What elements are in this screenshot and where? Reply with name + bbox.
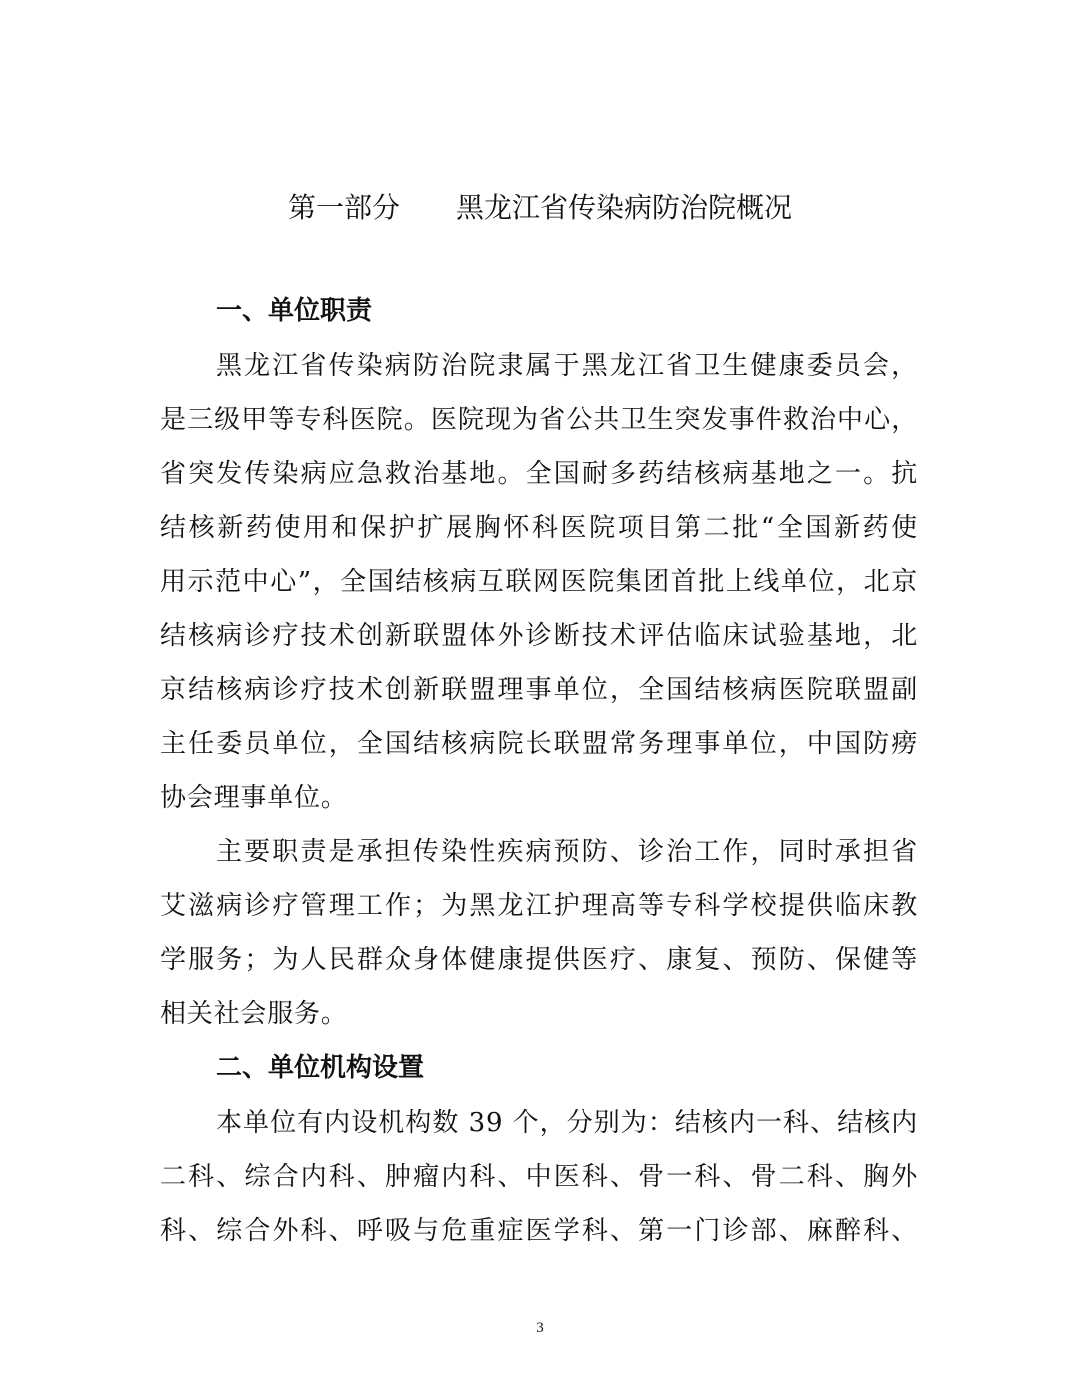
paragraph-line: 主任委员单位，全国结核病院长联盟常务理事单位，中国防痨 [160, 729, 918, 759]
paragraph-line: 黑龙江省传染病防治院隶属于黑龙江省卫生健康委员会， [216, 351, 918, 381]
paragraph-line: 科、综合外科、呼吸与危重症医学科、第一门诊部、麻醉科、 [160, 1216, 918, 1246]
paragraph-line: 用示范中心”，全国结核病互联网医院集团首批上线单位，北京 [160, 567, 918, 597]
paragraph-line: 京结核病诊疗技术创新联盟理事单位，全国结核病医院联盟副 [160, 675, 918, 705]
paragraph-line: 本单位有内设机构数 39 个，分别为：结核内一科、结核内 [216, 1108, 918, 1138]
paragraph-line: 相关社会服务。 [160, 999, 348, 1029]
section-heading-duties: 一、单位职责 [216, 296, 373, 326]
paragraph-line: 艾滋病诊疗管理工作；为黑龙江护理高等专科学校提供临床教 [160, 891, 918, 921]
section-heading-structure: 二、单位机构设置 [216, 1053, 425, 1083]
paragraph-line: 是三级甲等专科医院。医院现为省公共卫生突发事件救治中心， [160, 405, 918, 435]
page-number: 3 [536, 1320, 544, 1336]
title-part: 第一部分 [287, 191, 400, 224]
paragraph-line: 省突发传染病应急救治基地。全国耐多药结核病基地之一。抗 [160, 459, 918, 489]
paragraph-line: 协会理事单位。 [160, 783, 348, 813]
paragraph-line: 结核新药使用和保护扩展胸怀科医院项目第二批“全国新药使 [160, 513, 918, 543]
title-name: 黑龙江省传染病防治院概况 [456, 191, 793, 224]
paragraph-line: 二科、综合内科、肿瘤内科、中医科、骨一科、骨二科、胸外 [160, 1162, 918, 1192]
paragraph-line: 结核病诊疗技术创新联盟体外诊断技术评估临床试验基地，北 [160, 621, 918, 651]
paragraph-line: 学服务；为人民群众身体健康提供医疗、康复、预防、保健等 [160, 945, 918, 975]
paragraph-line: 主要职责是承担传染性疾病预防、诊治工作，同时承担省 [216, 837, 918, 867]
page-title [0, 188, 1080, 228]
